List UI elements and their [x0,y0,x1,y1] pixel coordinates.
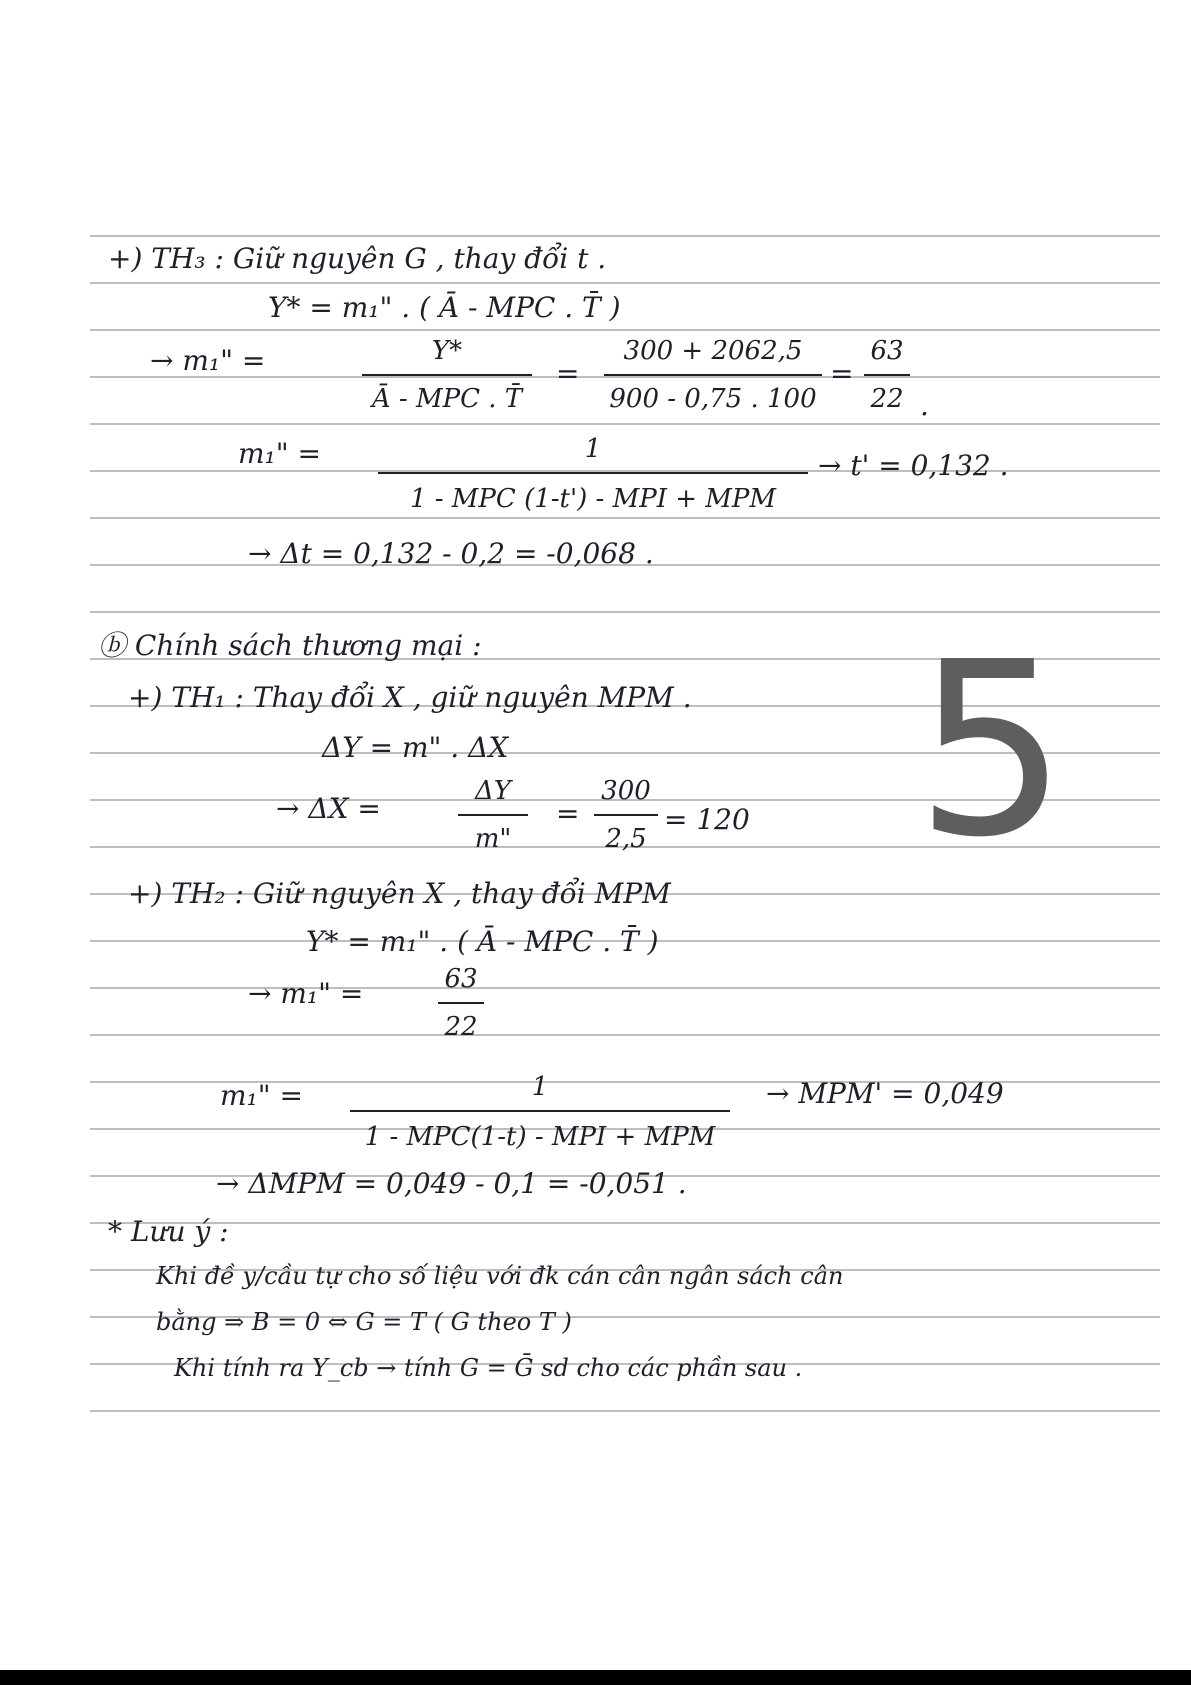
fraction-bar [458,814,528,816]
th2-heading: +) TH₂ : Giữ nguyên X , thay đổi MPM [128,877,671,910]
note-line2: bằng ⇒ B = 0 ⇔ G = T ( G theo T ) [156,1308,572,1336]
th2-line3-lhs: m₁" = [220,1079,304,1112]
fraction-denominator: m" [474,824,512,854]
th2-line2-lhs: → m₁" = [248,977,364,1010]
fraction-bar [864,374,910,376]
th3-equation-line1: Y* = m₁" . ( Ā - MPC . T̄ ) [268,291,621,324]
fraction-numerator: 300 + 2062,5 [623,336,803,366]
fraction-63-over-22 [864,334,910,418]
th2-equation-line1: Y* = m₁" . ( Ā - MPC . T̄ ) [306,925,659,958]
fraction-300-over-2-5 [594,774,658,858]
fraction-numeric [604,334,822,418]
fraction-numerator: 63 [870,336,904,366]
fraction-y-over-a [362,334,532,418]
note-line3: Khi tính ra Y_cb → tính G = Ḡ sd cho các phần sau . [174,1354,803,1382]
th3-line3-lhs: m₁" = [238,437,322,470]
fraction-bar [604,374,822,376]
fraction-bar [378,472,808,474]
fraction-dy-over-m [458,774,528,858]
fraction-multiplier [378,432,808,516]
th3-delta-t: → Δt = 0,132 - 0,2 = -0,068 . [248,537,654,570]
th2-line3-result: → MPM' = 0,049 [766,1077,1004,1110]
note-heading: * Lưu ý : [108,1215,229,1248]
th2-delta-mpm: → ΔMPM = 0,049 - 0,1 = -0,051 . [216,1167,687,1200]
period: . [920,389,929,422]
fraction-denominator: 1 - MPC (1-t') - MPI + MPM [409,484,777,514]
fraction-numerator: 63 [444,964,478,994]
th3-line3-result: → t' = 0,132 . [818,449,1009,482]
th3-line2-lhs: → m₁" = [150,344,266,377]
fraction-denominator: 22 [870,384,904,414]
equals-sign: = [556,797,580,830]
fraction-bar [438,1002,484,1004]
equals-sign: = [556,357,580,390]
fraction-numerator: ΔY [475,776,511,806]
fraction-numerator: 1 [531,1072,549,1102]
fraction-denominator: Ā - MPC . T̄ [371,384,523,414]
th1-result: = 120 [664,803,750,836]
bottom-border [0,1670,1191,1685]
fraction-denominator: 900 - 0,75 . 100 [609,384,817,414]
page-number: 5 [915,610,1068,890]
fraction-bar [350,1110,730,1112]
fraction-bar [594,814,658,816]
fraction-bar [362,374,532,376]
fraction-multiplier [350,1070,730,1154]
section-b-heading: ⓑ Chính sách thương mại : [98,629,482,662]
th3-heading: +) TH₃ : Giữ nguyên G , thay đổi t . [108,242,607,275]
th1-line2-lhs: → ΔX = [276,792,381,825]
equals-sign: = [830,357,854,390]
fraction-numerator: 300 [601,776,651,806]
fraction-denominator: 1 - MPC(1-t) - MPI + MPM [364,1122,716,1152]
fraction-denominator: 2,5 [605,824,647,854]
note-line1: Khi đề y/cầu tự cho số liệu với đk cán cân ngân sách cân [156,1262,844,1290]
fraction-denominator: 22 [444,1012,478,1042]
fraction-numerator: Y* [431,336,463,366]
th1-equation-line1: ΔY = m" . ΔX [322,731,509,764]
fraction-63-over-22 [438,962,484,1046]
fraction-numerator: 1 [584,434,602,464]
th1-heading: +) TH₁ : Thay đổi X , giữ nguyên MPM . [128,681,692,714]
